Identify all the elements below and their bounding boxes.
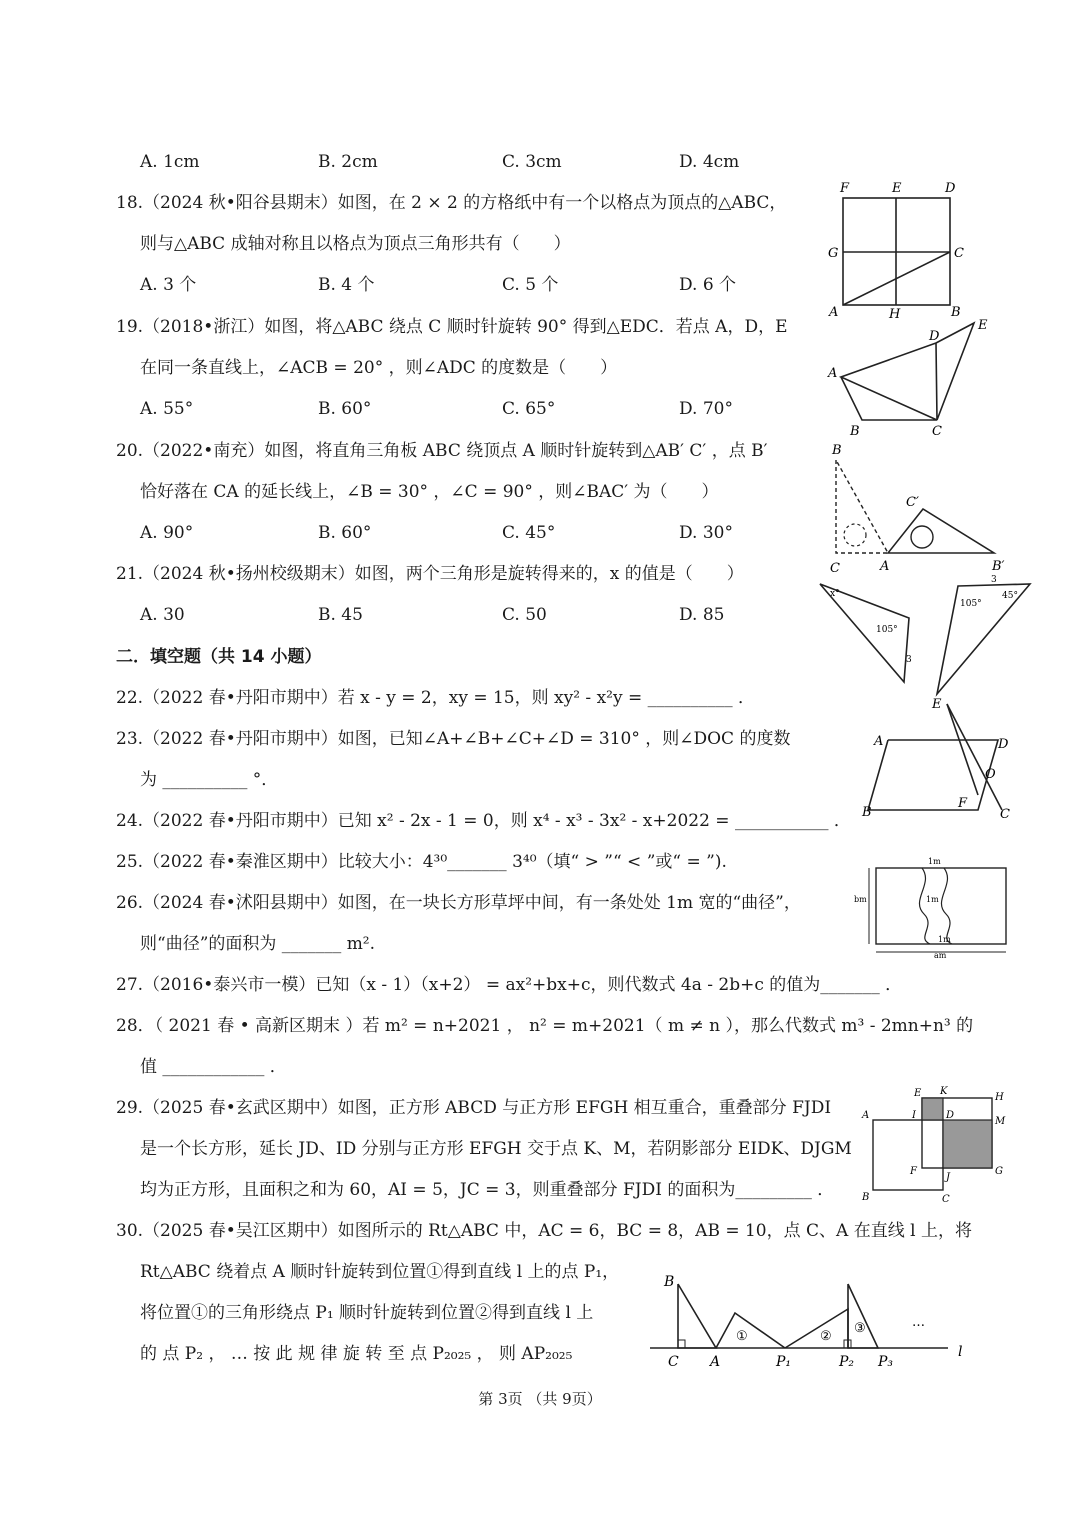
fig30-label-position-1: ① xyxy=(736,1329,748,1344)
fig30-label-l: l xyxy=(958,1344,963,1360)
q23-line1: 23.（2022 春•丹阳市期中）如图，已知∠A+∠B+∠C+∠D = 310° ，则∠DOC 的度数 xyxy=(116,729,791,749)
q18-line2: 则与△ABC 成轴对称且以格点为顶点三角形共有（ ） xyxy=(140,234,571,254)
q20-option-d: D. 30° xyxy=(679,523,733,543)
fig30-label-b: B xyxy=(664,1274,675,1290)
q18-grid-figure xyxy=(826,180,976,320)
fig30-label-ellipsis: … xyxy=(912,1315,925,1330)
q17-option-d: D. 4cm xyxy=(679,152,740,172)
fig30-label-p2: P₂ xyxy=(839,1354,855,1370)
fig30-label-position-3: ③ xyxy=(854,1321,866,1336)
q21-option-d: D. 85 xyxy=(679,605,725,625)
fig21-label-105-right: 105° xyxy=(960,599,982,609)
fig19-label-a: A xyxy=(828,366,838,381)
q19-rotation-figure xyxy=(826,315,996,440)
fig20-label-b: B xyxy=(832,443,842,458)
fig30-label-p3: P₃ xyxy=(878,1354,894,1370)
fig29-label-b: B xyxy=(862,1192,870,1203)
q17-option-a: A. 1cm xyxy=(140,152,200,172)
fig21-label-105-left: 105° xyxy=(876,625,898,635)
fig23-label-d: D xyxy=(998,737,1009,752)
fig29-label-e: E xyxy=(914,1088,922,1099)
fig23-label-f: F xyxy=(958,796,968,811)
fig21-label-45: 45° xyxy=(1002,591,1018,601)
q19-line1: 19.（2018•浙江）如图，将△ABC 绕点 C 顺时针旋转 90° 得到△EDC．若点 A，D，E xyxy=(116,317,788,337)
q28-line2: 值 ____________ ． xyxy=(140,1057,287,1077)
q17-option-b: B. 2cm xyxy=(318,152,378,172)
fig20-label-b-prime: B′ xyxy=(992,559,1005,574)
q26-line2: 则“曲径”的面积为 _______ m². xyxy=(140,934,376,954)
fig18-label-d: D xyxy=(945,181,956,196)
q18-option-c: C. 5 个 xyxy=(502,275,559,295)
fig23-label-c: C xyxy=(1000,807,1010,822)
fig29-label-k: K xyxy=(940,1086,948,1097)
fig29-label-d: D xyxy=(946,1110,955,1121)
q23-quadrilateral-figure xyxy=(856,700,1018,825)
fig21-label-3-right: 3 xyxy=(991,575,997,585)
q29-squares-figure xyxy=(858,1082,1008,1208)
fig20-label-c-prime: C′ xyxy=(906,495,919,510)
fig18-label-c: C xyxy=(954,246,964,261)
q19-line2: 在同一条直线上，∠ACB = 20° ，则∠ADC 的度数是（ ） xyxy=(140,358,618,378)
fig19-label-b: B xyxy=(850,424,860,439)
fig21-label-x: x° xyxy=(830,589,840,599)
q20-option-a: A. 90° xyxy=(140,523,194,543)
q30-line3: 将位置①的三角形绕点 P₁ 顺时针旋转到位置②得到直线 l 上 xyxy=(140,1303,594,1323)
fig26-label-mid-1m: 1m xyxy=(926,895,939,904)
q23-line2: 为 __________ °． xyxy=(140,770,279,790)
q20-line1: 20.（2022•南充）如图，将直角三角板 ABC 绕顶点 A 顺时针旋转到△AB′ C′ ，点 B′ xyxy=(116,441,768,461)
fig21-label-e: E xyxy=(932,697,942,712)
q21-line1: 21.（2024 秋•扬州校级期末）如图，两个三角形是旋转得来的，x 的值是（ ） xyxy=(116,564,744,584)
fig18-label-a: A xyxy=(829,305,839,320)
q18-option-d: D. 6 个 xyxy=(679,275,737,295)
fig29-label-j: J xyxy=(946,1172,951,1183)
fig23-label-o: O xyxy=(985,767,996,782)
q18-line1: 18.（2024 秋•阳谷县期末）如图，在 2 × 2 的方格纸中有一个以格点为顶点的△ABC， xyxy=(116,193,787,213)
fig29-label-h: H xyxy=(995,1092,1004,1103)
fig29-label-m: M xyxy=(995,1116,1006,1127)
q27-line1: 27.（2016•泰兴市一模）已知（x - 1）（x+2） = ax²+bx+c，则代数式 4a - 2b+c 的值为_______ ． xyxy=(116,975,903,995)
q29-line3: 均为正方形，且面积之和为 60，AI = 5，JC = 3，则重叠部分 FJDI 的面积为_________ ． xyxy=(140,1180,835,1200)
q25-line1: 25.（2022 春•秦淮区期中）比较大小：4³⁰_______ 3⁴⁰（填“ > ”“ < ”或“ = ”). xyxy=(116,852,727,872)
q28-line1: 28．（ 2021 春 • 高新区期末 ）若 m² = n+2021 ， n² = m+2021（ m ≠ n ），那么代数式 m³ - 2mn+n³ 的 xyxy=(116,1016,974,1036)
q21-option-b: B. 45 xyxy=(318,605,363,625)
q22-line1: 22.（2022 春•丹阳市期中）若 x - y = 2，xy = 15，则 xy² - x²y = __________ ． xyxy=(116,688,756,708)
fig26-label-bm: bm xyxy=(854,895,867,904)
fig21-label-3-left: 3 xyxy=(906,655,912,665)
q18-option-b: B. 4 个 xyxy=(318,275,375,295)
q29-line1: 29.（2025 春•玄武区期中）如图，正方形 ABCD 与正方形 EFGH 相互重合，重叠部分 FJDI xyxy=(116,1098,832,1118)
q21-option-a: A. 30 xyxy=(140,605,185,625)
q30-line2: Rt△ABC 绕着点 A 顺时针旋转到位置①得到直线 l 上的点 P₁， xyxy=(140,1262,620,1282)
q20-line2: 恰好落在 CA 的延长线上，∠B = 30° ，∠C = 90° ，则∠BAC′ 为（ ） xyxy=(140,482,719,502)
fig18-label-f: F xyxy=(840,181,850,196)
page-footer: 第 3页 （共 9页） xyxy=(478,1390,602,1408)
q19-option-a: A. 55° xyxy=(140,399,194,419)
section-heading-fill-in: 二．填空题（共 14 小题） xyxy=(116,647,322,667)
q20-option-b: B. 60° xyxy=(318,523,372,543)
q26-line1: 26.（2024 春•沭阳县期中）如图，在一块长方形草坪中间，有一条处处 1m 宽的“曲径”， xyxy=(116,893,801,913)
q21-triangles-figure xyxy=(806,570,1036,715)
fig29-label-c: C xyxy=(942,1194,950,1205)
q29-line2: 是一个长方形，延长 JD、ID 分别与正方形 EFGH 交于点 K、M，若阴影部分 EIDK、DJGM xyxy=(140,1139,852,1159)
fig19-label-c: C xyxy=(932,424,942,439)
fig20-label-c: C xyxy=(830,561,840,575)
fig29-label-f: F xyxy=(910,1166,917,1177)
q21-option-c: C. 50 xyxy=(502,605,547,625)
q17-option-c: C. 3cm xyxy=(502,152,562,172)
fig29-label-a: A xyxy=(862,1110,870,1121)
q18-option-a: A. 3 个 xyxy=(140,275,197,295)
q19-option-d: D. 70° xyxy=(679,399,733,419)
fig23-label-a: A xyxy=(874,734,884,749)
q30-line1: 30.（2025 春•吴江区期中）如图所示的 Rt△ABC 中，AC = 6，BC = 8，AB = 10，点 C、A 在直线 l 上，将 xyxy=(116,1221,972,1241)
q24-line1: 24.（2022 春•丹阳市期中）已知 x² - 2x - 1 = 0，则 x⁴ - x³ - 3x² - x+2022 = ___________ ． xyxy=(116,811,851,831)
q19-option-b: B. 60° xyxy=(318,399,372,419)
fig20-label-a: A xyxy=(880,559,890,574)
q30-rotation-figure xyxy=(648,1270,978,1372)
q20-triangle-figure xyxy=(822,440,1022,575)
fig23-label-b: B xyxy=(862,805,872,820)
q30-line4: 的 点 P₂ ， … 按 此 规 律 旋 转 至 点 P₂₀₂₅ ， 则 AP₂₀₂₅ xyxy=(140,1344,573,1364)
fig30-label-position-2: ② xyxy=(820,1329,832,1344)
q26-lawn-figure xyxy=(852,852,1012,960)
fig30-label-p1: P₁ xyxy=(776,1354,792,1370)
fig18-label-b: B xyxy=(951,305,961,320)
fig26-label-bottom-1m: 1m xyxy=(938,935,951,944)
q20-option-c: C. 45° xyxy=(502,523,556,543)
fig30-label-a: A xyxy=(710,1354,721,1370)
fig26-label-top-1m: 1m xyxy=(928,857,941,866)
fig30-label-c: C xyxy=(668,1354,679,1370)
q19-option-c: C. 65° xyxy=(502,399,556,419)
fig29-label-i: I xyxy=(912,1110,916,1121)
fig26-label-am: am xyxy=(934,951,947,960)
fig18-label-e: E xyxy=(892,181,902,196)
fig19-label-d: D xyxy=(929,329,940,344)
fig29-label-g: G xyxy=(995,1166,1003,1177)
fig19-label-e: E xyxy=(978,318,988,333)
fig18-label-h: H xyxy=(889,307,901,320)
fig18-label-g: G xyxy=(828,246,839,261)
